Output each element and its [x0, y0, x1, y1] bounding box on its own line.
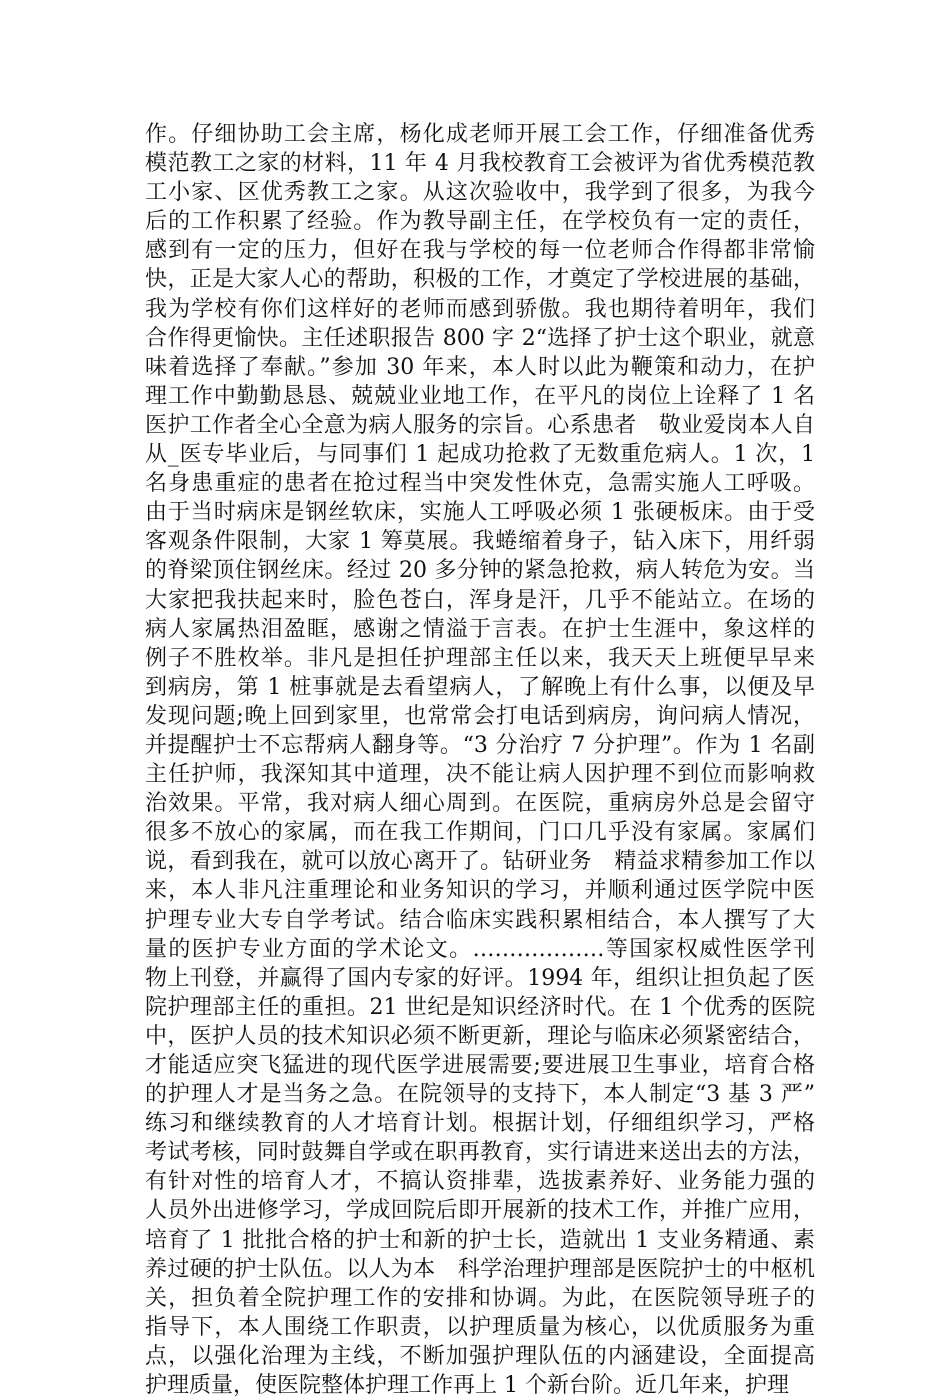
body-text: [145, 120, 815, 1400]
text-line: 主任护师，我深知其中道理，决不能让病人因护理不到位而影响救: [145, 762, 815, 788]
text-line: 人员外出进修学习，学成回院后即开展新的技术工作，并推广应用，: [145, 1198, 815, 1224]
text-line: 合作得更愉快。主任述职报告 800 字 2“选择了护士这个职业，就意: [145, 325, 815, 351]
text-line: 到病房，第 1 桩事就是去看望病人，了解晚上有什么事，以便及早: [145, 674, 815, 700]
text-line: 例子不胜枚举。非凡是担任护理部主任以来，我天天上班便早早来: [145, 645, 815, 671]
text-line: 中，医护人员的技术知识必须不断更新，理论与临床必须紧密结合，: [145, 1023, 815, 1049]
text-line: 并提醒护士不忘帮病人翻身等。“3 分治疗 7 分护理”。作为 1 名副: [145, 732, 815, 758]
text-line: 才能适应突飞猛进的现代医学进展需要;要进展卫生事业，培育合格: [145, 1053, 815, 1078]
text-line: 感到有一定的压力，但好在我与学校的每一位老师合作得都非常愉: [145, 238, 815, 264]
text-line: 发现问题;晚上回到家里，也常常会打电话到病房，询问病人情况，: [145, 703, 815, 729]
text-line: 快，正是大家人心的帮助，积极的工作，才奠定了学校进展的基础，: [145, 267, 815, 293]
text-line: 有针对性的培育人才，不搞认资排辈，选拔素养好、业务能力强的: [145, 1169, 815, 1195]
text-line: 量的医护专业方面的学术论文。………………等国家权威性医学刊: [145, 936, 815, 962]
text-line: 理工作中勤勤恳恳、兢兢业业地工作，在平凡的岗位上诠释了 1 名: [145, 383, 815, 409]
text-line: 考试考核，同时鼓舞自学或在职再教育，实行请进来送出去的方法，: [145, 1140, 815, 1166]
text-line: 指导下，本人围绕工作职责，以护理质量为核心，以优质服务为重: [145, 1314, 815, 1340]
text-line: 培育了 1 批批合格的护士和新的护士长，造就出 1 支业务精通、素: [145, 1227, 815, 1253]
text-line: 后的工作积累了经验。作为教导副主任，在学校负有一定的责任，: [145, 209, 815, 235]
text-line: 客观条件限制，大家 1 筹莫展。我蜷缩着身子，钻入床下，用纤弱: [145, 529, 815, 555]
text-line: 练习和继续教育的人才培育计划。根据计划，仔细组织学习，严格: [145, 1111, 815, 1137]
text-line: 物上刊登，并赢得了国内专家的好评。1994 年，组织让担负起了医: [145, 965, 815, 991]
text-line: 病人家属热泪盈眶，感谢之情溢于言表。在护士生涯中，象这样的: [145, 616, 815, 642]
text-line: 关，担负着全院护理工作的安排和协调。为此，在医院领导班子的: [145, 1285, 815, 1311]
text-line: 的脊梁顶住钢丝床。经过 20 多分钟的紧急抢救，病人转危为安。当: [145, 558, 815, 584]
text-line: 护理质量，使医院整体护理工作再上 1 个新台阶。近几年来，护理: [145, 1373, 789, 1399]
text-line: 大家把我扶起来时，脸色苍白，浑身是汗，几乎不能站立。在场的: [145, 587, 815, 613]
text-line: 说，看到我在，就可以放心离开了。钻研业务 精益求精参加工作以: [145, 849, 815, 875]
text-line: 由于当时病床是钢丝软床，实施人工呼吸必须 1 张硬板床。由于受: [145, 500, 815, 526]
text-line: 工小家、区优秀教工之家。从这次验收中，我学到了很多，为我今: [145, 180, 815, 206]
text-line: 护理专业大专自学考试。结合临床实践积累相结合，本人撰写了大: [145, 907, 815, 933]
text-line: 作。仔细协助工会主席，杨化成老师开展工会工作，仔细准备优秀: [145, 122, 815, 147]
text-line: 的护理人才是当务之急。在院领导的支持下，本人制定“3 基 3 严”: [145, 1082, 815, 1108]
text-line: 模范教工之家的材料，11 年 4 月我校教育工会被评为省优秀模范教: [145, 151, 815, 177]
text-line: 从_医专毕业后，与同事们 1 起成功抢救了无数重危病人。1 次，1: [145, 442, 815, 468]
text-line: 来，本人非凡注重理论和业务知识的学习，并顺利通过医学院中医: [145, 878, 815, 904]
text-line: 点，以强化治理为主线，不断加强护理队伍的内涵建设，全面提高: [145, 1343, 815, 1369]
text-line: 治效果。平常，我对病人细心周到。在医院，重病房外总是会留守: [145, 791, 815, 817]
text-line: 医护工作者全心全意为病人服务的宗旨。心系患者 敬业爱岗本人自: [145, 412, 815, 438]
text-line: 味着选择了奉献。”参加 30 年来，本人时以此为鞭策和动力，在护: [145, 354, 815, 380]
text-line: 院护理部主任的重担。21 世纪是知识经济时代。在 1 个优秀的医院: [145, 994, 815, 1020]
text-line: 养过硬的护士队伍。以人为本 科学治理护理部是医院护士的中枢机: [145, 1256, 815, 1282]
text-line: 我为学校有你们这样好的老师而感到骄傲。我也期待着明年，我们: [145, 296, 815, 322]
text-line: 名身患重症的患者在抢过程当中突发性休克，急需实施人工呼吸。: [145, 471, 815, 497]
text-line: 很多不放心的家属，而在我工作期间，门口几乎没有家属。家属们: [145, 820, 815, 846]
